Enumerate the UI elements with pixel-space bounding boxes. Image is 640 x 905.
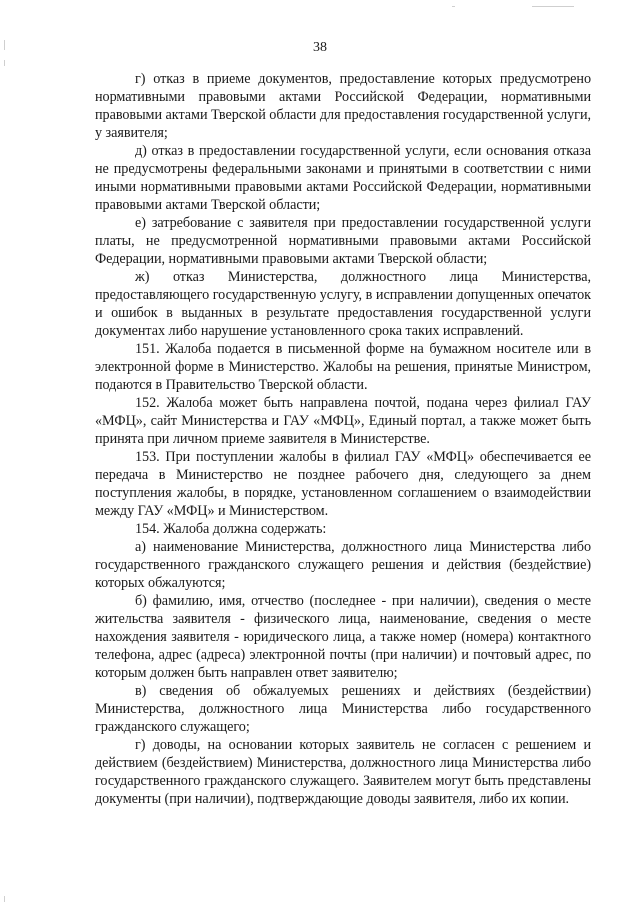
paragraph-152: 152. Жалоба может быть направлена почтой, подана через филиал ГАУ «МФЦ», сайт Министерства и ГАУ «МФЦ», Единый портал, а также может быть принята при личном приеме заявителя в Министерстве. <box>95 395 591 447</box>
paragraph-item-b-applicant-info: б) фамилию, имя, отчество (последнее - при наличии), сведения о месте жительства заявителя - физического лица, наименование, сведения о месте нахождения заявителя - юридического лица, а также номер (номера) контактного телефона, адрес (адреса) электронной почты (при наличии) и почтовый адрес, по которым должен быть направлен ответ заявителю; <box>95 593 591 681</box>
paragraph-item-v-decisions: в) сведения об обжалуемых решениях и действиях (бездействии) Министерства, должностного лица Министерства либо государственного гражданского служащего; <box>95 683 591 735</box>
page-number: 38 <box>313 40 327 55</box>
paragraph-item-a-name: а) наименование Министерства, должностного лица Министерства либо государственного гражданского служащего решения и действия (бездействие) которых обжалуются; <box>95 539 591 591</box>
paragraph-153: 153. При поступлении жалобы в филиал ГАУ «МФЦ» обеспечивается ее передача в Министерство не позднее рабочего дня, следующего за днем поступления жалобы, в порядке, установленном соглашением о взаимодействии между ГАУ «МФЦ» и Министерством. <box>95 449 591 519</box>
paragraph-item-e-fee-demand: е) затребование с заявителя при предоставлении государственной услуги платы, не предусмотренной нормативными правовыми актами Российской Федерации, нормативными правовыми актами Тверской области; <box>95 215 591 267</box>
scan-artifact <box>4 60 5 66</box>
paragraph-154: 154. Жалоба должна содержать: <box>135 521 327 537</box>
paragraph-item-g-arguments: г) доводы, на основании которых заявитель не согласен с решением и действием (бездействием) Министерства, должностного лица Министерства либо государственного гражданского служащего. Заявителем могут быть представлены документы (при наличии), подтверждающие доводы заявителя, либо их копии. <box>95 737 591 807</box>
paragraph-item-d-refusal-service: д) отказ в предоставлении государственной услуги, если основания отказа не предусмотрены федеральными законами и принятыми в соответствии с ними иными нормативными правовыми актами Российской Федерации, нормативными правовыми актами Тверской области; <box>95 143 591 213</box>
scan-artifact <box>532 6 574 7</box>
scan-artifact <box>452 6 455 7</box>
document-body <box>95 70 591 808</box>
paragraph-item-zh-correction-refusal: ж) отказ Министерства, должностного лица Министерства, предоставляющего государственную услугу, в исправлении допущенных опечаток и ошибок в выданных в результате предоставления государственной услуги документах либо нарушение установленного срока таких исправлений. <box>95 269 591 339</box>
paragraph-item-g-refusal-documents: г) отказ в приеме документов, предоставление которых предусмотрено нормативными правовыми актами Российской Федерации, нормативными правовыми актами Тверской области для предоставления государственной услуги, у заявителя; <box>95 71 591 141</box>
paragraph-151: 151. Жалоба подается в письменной форме на бумажном носителе или в электронной форме в Министерство. Жалобы на решения, принятые Министром, подаются в Правительство Тверской области. <box>95 341 591 393</box>
scan-artifact <box>4 896 5 902</box>
